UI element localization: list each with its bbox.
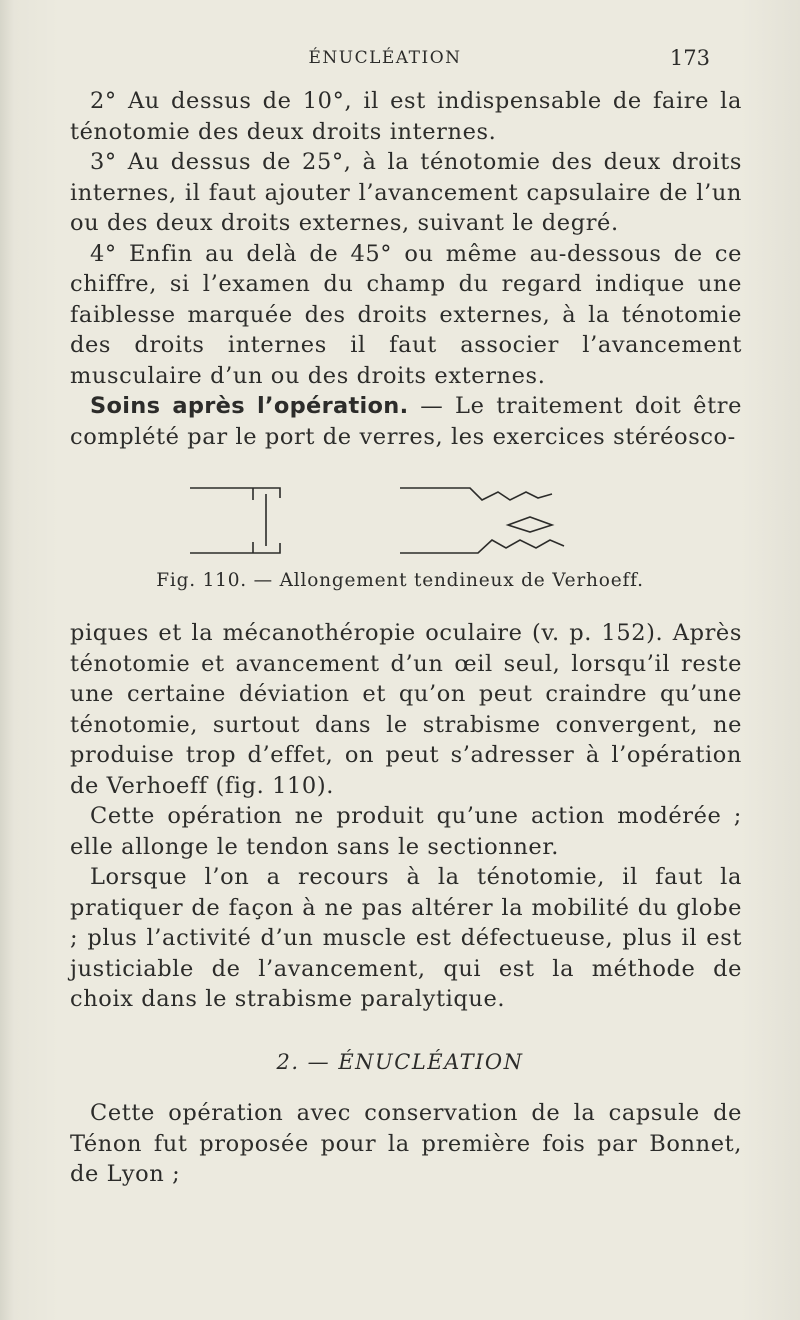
paragraph-2: 2° Au dessus de 10°, il est indispensable de faire la ténotomie des deux droits internes.	[70, 88, 742, 145]
aftercare-text: — Le traitement doit être complété par le port de verres, les exercices stéréosco-	[70, 393, 742, 450]
paragraph-continued: piques et la mécanothéropie oculaire (v. p. 152). Après ténotomie et avancement d’un œil seul, lorsqu’il reste une certaine déviation et qu’on peut craindre qu’une ténotomie, surtout dans le strabisme convergent, ne produise trop d’effet, on peut s’adresser à l’opération de Verhoeff (fig. 110).	[70, 620, 742, 799]
page-number: 173	[669, 46, 710, 70]
figure-110	[180, 470, 600, 575]
paragraph-tenotomy: Lorsque l’on a recours à la ténotomie, il faut la pratiquer de façon à ne pas altérer la mobilité du globe ; plus l’activité d’un muscle est défectueuse, plus il est justiciable de l’avancement, qui est la méthode de choix dans le strabisme paralytique.	[70, 864, 742, 1012]
section-title: 2. — ÉNUCLÉATION	[276, 1050, 524, 1074]
running-head: ÉNUCLÉATION	[308, 48, 462, 68]
text-block-top	[70, 86, 742, 452]
right-tendon-bottom	[400, 540, 564, 553]
page-header	[0, 44, 800, 74]
paragraph-verhoeff-effect: Cette opération ne produit qu’une action modérée ; elle allonge le tendon sans le sectionner.	[70, 803, 742, 860]
paragraph-enucleation: Cette opération avec conservation de la capsule de Ténon fut proposée pour la première fois par Bonnet, de Lyon ;	[70, 1100, 742, 1187]
text-block-middle	[70, 618, 742, 1015]
paragraph-3: 3° Au dessus de 25°, à la ténotomie des deux droits internes, il faut ajouter l’avancement capsulaire de l’un ou des deux droits externes, suivant le degré.	[70, 149, 742, 236]
figure-caption: Fig. 110. — Allongement tendineux de Verhoeff.	[156, 570, 644, 591]
paragraph-4: 4° Enfin au delà de 45° ou même au-dessous de ce chiffre, si l’examen du champ du regard indique une faiblesse marquée des droits externes, à la ténotomie des droits internes il faut associer l’avancement musculaire d’un ou des droits externes.	[70, 240, 742, 389]
verhoeff-diagram	[180, 470, 600, 570]
right-tendon-top	[400, 488, 552, 500]
right-tendon-diamond	[508, 517, 552, 532]
aftercare-heading: Soins après l’opération.	[90, 393, 409, 419]
text-block-bottom	[70, 1098, 742, 1190]
paragraph-aftercare	[70, 391, 742, 452]
